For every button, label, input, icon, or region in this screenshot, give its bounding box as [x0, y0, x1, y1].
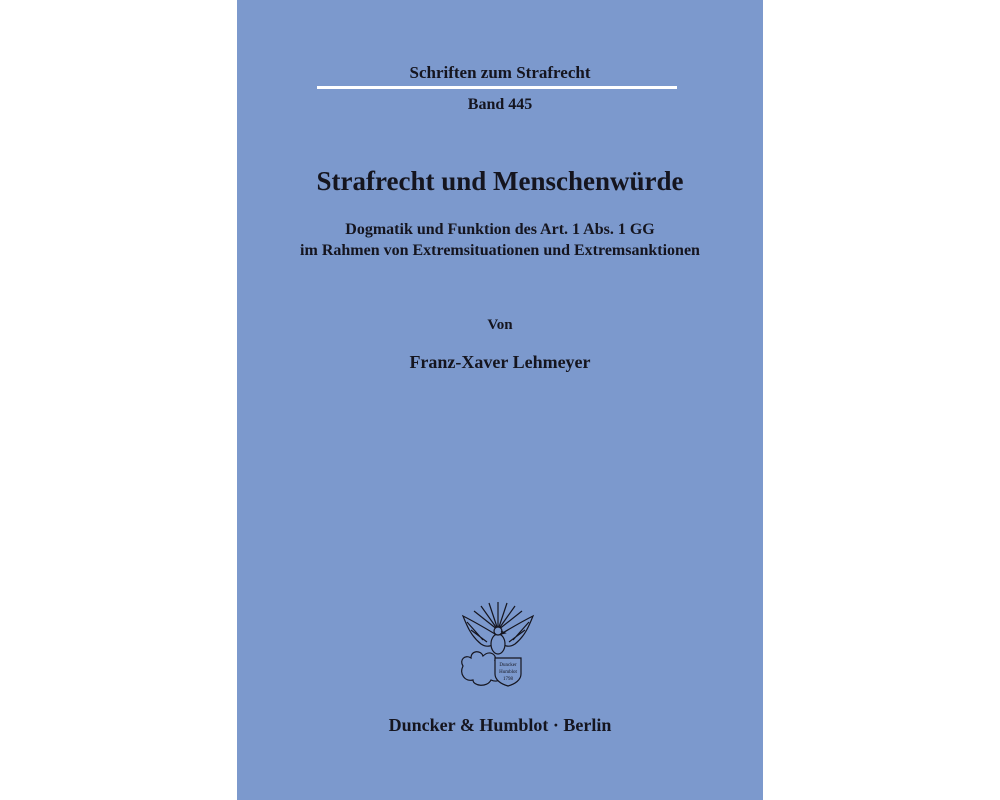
subtitle-line-2: im Rahmen von Extremsituationen und Extremsanktionen — [300, 242, 700, 259]
author-name: Franz-Xaver Lehmeyer — [409, 352, 591, 372]
subtitle-line-1: Dogmatik und Funktion des Art. 1 Abs. 1 GG — [345, 221, 655, 238]
publisher-name: Duncker & Humblot · Berlin — [388, 715, 612, 735]
emblem-text-3: 1798 — [503, 677, 513, 682]
series-title: Schriften zum Strafrecht — [409, 63, 591, 82]
by-label: Von — [487, 317, 513, 333]
emblem-text-2: Humblot — [499, 670, 517, 675]
publisher-eagle-emblem-icon — [455, 600, 541, 688]
book-subtitle — [237, 219, 763, 261]
emblem-text-1: Duncker — [499, 663, 517, 668]
series-divider — [317, 86, 677, 89]
book-cover — [237, 0, 763, 800]
book-title: Strafrecht und Menschenwürde — [316, 166, 684, 196]
volume-number: Band 445 — [467, 96, 533, 113]
